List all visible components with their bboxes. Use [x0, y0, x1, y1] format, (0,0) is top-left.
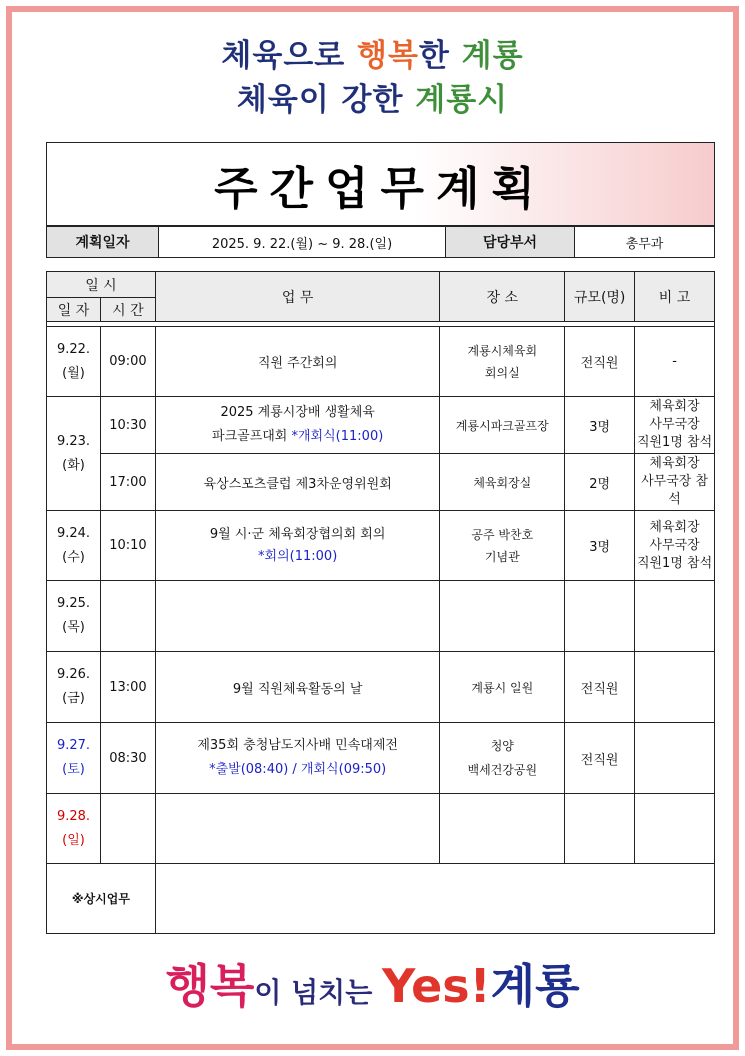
header-scale: 규모(명) — [565, 272, 635, 322]
time-cell — [100, 581, 155, 652]
slogan-text: 한 — [418, 38, 462, 74]
task-cell — [155, 794, 440, 864]
place-cell — [440, 581, 565, 652]
date-cell: 9.27. (토) — [47, 723, 101, 794]
document-title: 주간업무계획 — [214, 161, 547, 215]
dept-label: 담당부서 — [446, 227, 575, 258]
table-row — [47, 454, 715, 511]
task-cell: 9월 시·군 체육회장협의회 회의 *회의(11:00) — [155, 511, 440, 581]
note-cell — [635, 581, 715, 652]
place-cell: 계룡시 일원 — [440, 652, 565, 723]
date-cell: 9.25. (목) — [47, 581, 101, 652]
scale-cell: 2명 — [565, 454, 635, 511]
time-cell: 09:00 — [100, 327, 155, 397]
slogan-text-city: 계룡시 — [415, 82, 509, 118]
header-task: 업 무 — [155, 272, 440, 322]
table-row — [47, 397, 715, 454]
scale-cell: 3명 — [565, 511, 635, 581]
header-date: 일 자 — [47, 298, 101, 322]
scale-cell — [565, 794, 635, 864]
schedule-table — [46, 271, 715, 934]
table-row — [47, 652, 715, 723]
task-cell: 육상스포츠클럽 제3차운영위원회 — [155, 454, 440, 511]
plan-date-label: 계획일자 — [47, 227, 159, 258]
slogan-text: 체육으로 — [221, 38, 357, 74]
date-cell: 9.22. (월) — [47, 327, 101, 397]
place-cell: 청양 백세건강공원 — [440, 723, 565, 794]
scale-cell: 전직원 — [565, 723, 635, 794]
slogan-text-highlight: 행복 — [357, 38, 419, 74]
place-cell: 공주 박찬호 기념관 — [440, 511, 565, 581]
footer-text: 행복 — [165, 959, 255, 1013]
regular-task-cell — [155, 864, 714, 934]
time-cell: 10:30 — [100, 397, 155, 454]
task-cell: 제35회 충청남도지사배 민속대제전 *출발(08:40) / 개회식(09:50) — [155, 723, 440, 794]
slogan-line-2 — [0, 74, 745, 119]
place-cell — [440, 794, 565, 864]
table-row-regular — [47, 864, 715, 934]
date-cell: 9.24. (수) — [47, 511, 101, 581]
note-cell — [635, 794, 715, 864]
table-row — [47, 581, 715, 652]
document-title-box — [46, 142, 715, 226]
header-time: 시 간 — [100, 298, 155, 322]
task-cell: 직원 주간회의 — [155, 327, 440, 397]
slogan-text-city: 계룡 — [461, 38, 524, 74]
place-cell: 계룡시체육회 회의실 — [440, 327, 565, 397]
time-cell: 13:00 — [100, 652, 155, 723]
footer-text-city: 계룡 — [490, 959, 580, 1013]
scale-cell: 3명 — [565, 397, 635, 454]
note-cell: 체육회장 사무국장 참석 — [635, 454, 715, 511]
time-cell — [100, 794, 155, 864]
note-cell: 체육회장 사무국장 직원1명 참석 — [635, 511, 715, 581]
place-cell: 계룡시파크골프장 — [440, 397, 565, 454]
dept-value: 총무과 — [575, 227, 715, 258]
place-cell: 체육회장실 — [440, 454, 565, 511]
note-cell — [635, 723, 715, 794]
note-cell — [635, 652, 715, 723]
table-row — [47, 511, 715, 581]
slogan-text: 체육 — [236, 82, 299, 118]
header-datetime: 일 시 — [47, 272, 156, 298]
note-cell: - — [635, 327, 715, 397]
date-cell: 9.26. (금) — [47, 652, 101, 723]
plan-date-value: 2025. 9. 22.(월) ~ 9. 28.(일) — [159, 227, 446, 258]
task-cell — [155, 581, 440, 652]
slogan-line-1 — [0, 30, 745, 75]
header-note: 비 고 — [635, 272, 715, 322]
footer-slogan — [0, 950, 745, 1016]
time-cell: 08:30 — [100, 723, 155, 794]
footer-text: 이 넘치는 — [254, 976, 383, 1009]
scale-cell: 전직원 — [565, 652, 635, 723]
task-cell: 9월 직원체육활동의 날 — [155, 652, 440, 723]
note-cell: 체육회장 사무국장 직원1명 참석 — [635, 397, 715, 454]
table-row — [47, 327, 715, 397]
footer-text-yes: Yes! — [382, 959, 491, 1013]
date-cell: 9.28. (일) — [47, 794, 101, 864]
slogan-text: 이 강한 — [298, 82, 416, 118]
task-cell: 2025 계룡시장배 생활체육 파크골프대회 *개회식(11:00) — [155, 397, 440, 454]
table-row — [47, 723, 715, 794]
header-place: 장 소 — [440, 272, 565, 322]
scale-cell — [565, 581, 635, 652]
time-cell: 17:00 — [100, 454, 155, 511]
regular-task-label: ※상시업무 — [47, 864, 156, 934]
plan-info-table — [46, 226, 715, 258]
scale-cell: 전직원 — [565, 327, 635, 397]
time-cell: 10:10 — [100, 511, 155, 581]
table-row — [47, 794, 715, 864]
date-cell: 9.23. (화) — [47, 397, 101, 511]
